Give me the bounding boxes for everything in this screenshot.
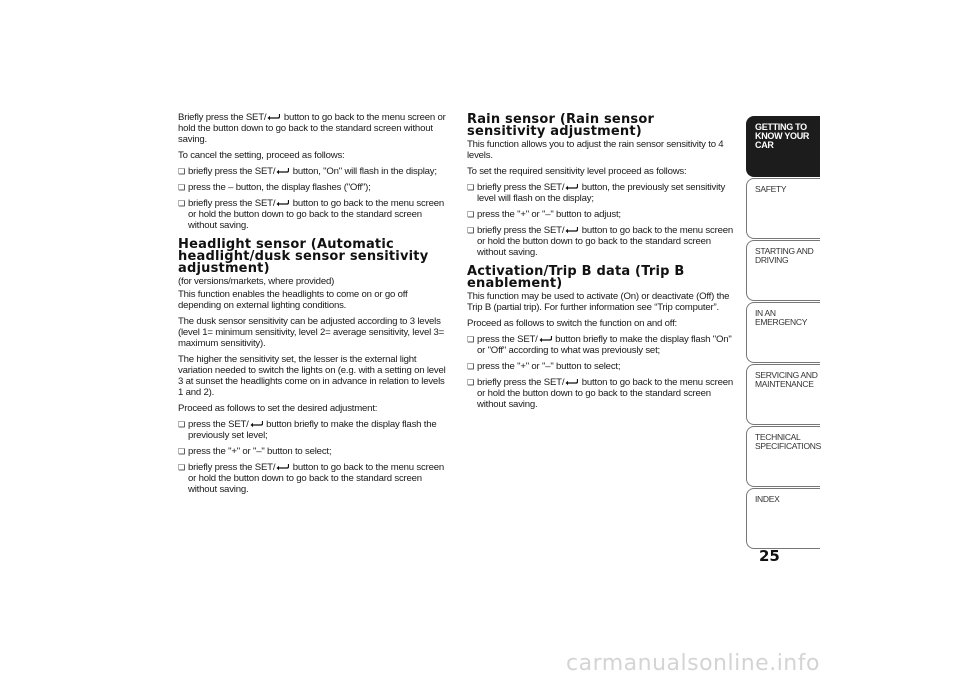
return-arrow-icon xyxy=(276,167,289,175)
section-heading: Headlight sensor (Automatic headlight/dusk sensor sensitivity adjustment) xyxy=(178,237,429,276)
paragraph: This function enables the headlights to come on or go off depending on external lighting conditions. xyxy=(178,289,408,311)
return-arrow-icon xyxy=(250,420,263,428)
list-item xyxy=(467,225,737,258)
text: button to go back to the menu screen or hold the button down to go back to the standard screen without saving. xyxy=(178,112,446,145)
list-item: ❏ press the "+" or "–" button to select; xyxy=(178,446,448,457)
list-item xyxy=(467,182,737,204)
tab-servicing-and-maintenance[interactable]: SERVICING AND MAINTENANCE xyxy=(746,364,820,425)
paragraph: The higher the sensitivity set, the lesser is the external light variation needed to switch the lights on (e.g. with a setting on level 3 at sunset the headlights come on in advance in relation to levels 1 and 2). xyxy=(178,354,446,398)
paragraph: The dusk sensor sensitivity can be adjusted according to 3 levels (level 1= minimum sensitivity, level 2= average sensitivity, level 3= maximum sensitivity). xyxy=(178,316,445,349)
return-arrow-icon xyxy=(565,226,578,234)
text: button, the previously set sensitivity level will flash on the display; xyxy=(477,182,726,204)
text: button briefly to make the display flash the previously set level; xyxy=(188,419,437,441)
section-heading: Rain sensor (Rain sensor sensitivity adjustment) xyxy=(467,112,655,139)
paragraph xyxy=(178,112,448,145)
paragraph: This function may be used to activate (On) or deactivate (Off) the Trip B (partial trip). For further information see “Trip computer”. xyxy=(467,291,730,313)
tab-technical-specifications[interactable]: TECHNICAL SPECIFICATIONS xyxy=(746,426,820,487)
return-arrow-icon xyxy=(539,335,552,343)
paragraph: Proceed as follows to set the desired adjustment: xyxy=(178,403,378,414)
text: button to go back to the menu screen or hold the button down to go back to the standard screen without saving. xyxy=(477,377,733,410)
left-column xyxy=(178,112,448,500)
list-item xyxy=(467,377,737,410)
text: button to go back to the menu screen or hold the button down to go back to the standard screen without saving. xyxy=(477,225,733,258)
text: button to go back to the menu screen or hold the button down to go back to the standard screen without saving. xyxy=(188,198,444,231)
list-item xyxy=(178,166,448,177)
list-item: ❏ press the "+" or "–" button to select; xyxy=(467,361,737,372)
text: button, "On" will flash in the display; xyxy=(290,166,437,177)
page-number: 25 xyxy=(759,547,780,565)
paragraph: (for versions/markets, where provided) xyxy=(178,276,335,287)
text: button to go back to the menu screen or hold the button down to go back to the standard screen without saving. xyxy=(188,462,444,495)
tab-safety[interactable]: SAFETY xyxy=(746,178,820,239)
text: button briefly to make the display flash "On" or "Off" according to what was previously set; xyxy=(477,334,732,356)
paragraph: Proceed as follows to switch the function on and off: xyxy=(467,318,678,329)
return-arrow-icon xyxy=(565,183,578,191)
tab-getting-to-know-your-car[interactable]: GETTING TO KNOW YOUR CAR xyxy=(746,116,820,177)
paragraph: To set the required sensitivity level proceed as follows: xyxy=(467,166,687,177)
section-heading: Activation/Trip B data (Trip B enablement) xyxy=(467,264,685,291)
text: briefly press the SET/ xyxy=(477,182,565,193)
list-item xyxy=(467,334,737,356)
list-item xyxy=(178,419,448,441)
right-column xyxy=(467,112,737,415)
return-arrow-icon xyxy=(565,378,578,386)
paragraph: To cancel the setting, proceed as follows: xyxy=(178,150,345,161)
text: briefly press the SET/ xyxy=(188,462,276,473)
text: press the SET/ xyxy=(477,334,538,345)
list-item: ❏ press the – button, the display flashes ("Off"); xyxy=(178,182,448,193)
section-tabs xyxy=(746,116,820,550)
return-arrow-icon xyxy=(267,113,280,121)
text: briefly press the SET/ xyxy=(477,377,565,388)
return-arrow-icon xyxy=(276,463,289,471)
tab-in-an-emergency[interactable]: IN AN EMERGENCY xyxy=(746,302,820,363)
list-item xyxy=(178,462,448,495)
text: briefly press the SET/ xyxy=(477,225,565,236)
text: press the SET/ xyxy=(188,419,249,430)
text: briefly press the SET/ xyxy=(188,198,276,209)
watermark: carmanualsonline.info xyxy=(566,651,820,676)
list-item xyxy=(178,198,448,231)
tab-index[interactable]: INDEX xyxy=(746,488,820,549)
paragraph: This function allows you to adjust the rain sensor sensitivity to 4 levels. xyxy=(467,139,724,161)
text: Briefly press the SET/ xyxy=(178,112,267,123)
tab-starting-and-driving[interactable]: STARTING AND DRIVING xyxy=(746,240,820,301)
list-item: ❏ press the "+" or "–" button to adjust; xyxy=(467,209,737,220)
return-arrow-icon xyxy=(276,199,289,207)
text: briefly press the SET/ xyxy=(188,166,276,177)
